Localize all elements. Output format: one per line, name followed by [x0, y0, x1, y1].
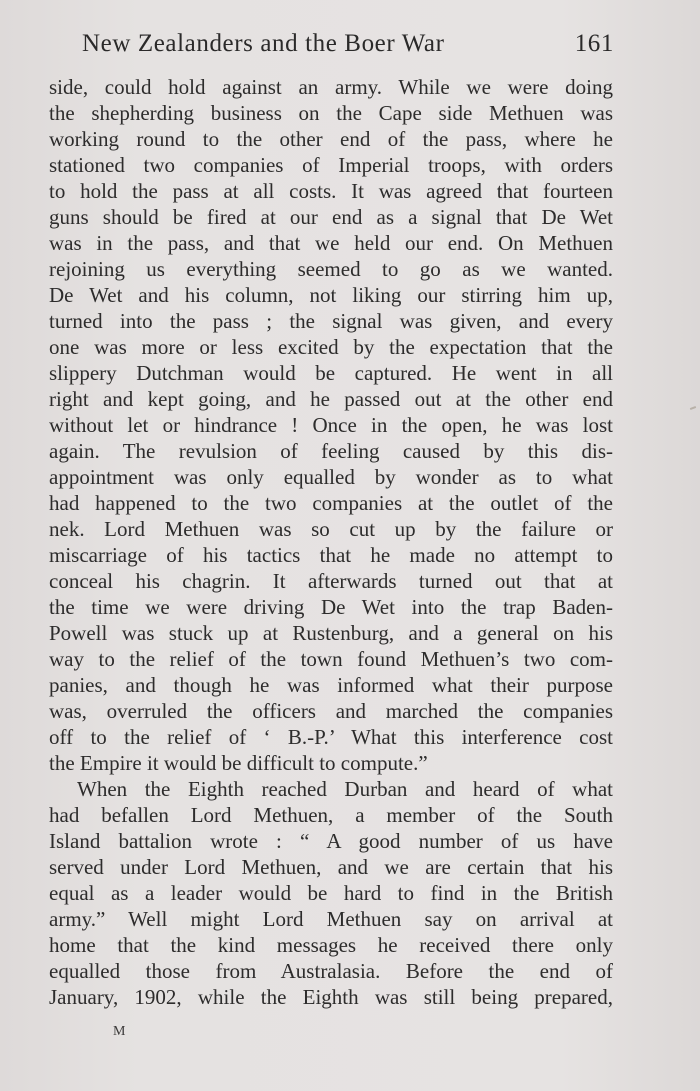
running-head: [82, 30, 614, 66]
page-number: 161: [574, 30, 614, 57]
text-line: equalled those from Australasia. Before the end of: [49, 959, 613, 983]
text-line: had happened to the two companies at the outlet of the: [49, 491, 613, 515]
text-line: was in the pass, and that we held our end. On Methuen: [49, 231, 613, 255]
text-line: home that the kind messages he received there only: [49, 933, 613, 957]
text-line: again. The revulsion of feeling caused by this dis-: [49, 439, 613, 463]
text-line: guns should be fired at our end as a signal that De Wet: [49, 205, 613, 229]
text-line: Powell was stuck up at Rustenburg, and a general on his: [49, 621, 613, 645]
text-line: stationed two companies of Imperial troops, with orders: [49, 153, 613, 177]
text-line: army.” Well might Lord Methuen say on arrival at: [49, 907, 613, 931]
text-line: without let or hindrance ! Once in the open, he was lost: [49, 413, 613, 437]
text-line: one was more or less excited by the expectation that the: [49, 335, 613, 359]
paragraph-start-line: When the Eighth reached Durban and heard of what: [77, 777, 613, 801]
text-line: miscarriage of his tactics that he made no attempt to: [49, 543, 613, 567]
text-line: off to the relief of ‘ B.-P.’ What this interference cost: [49, 725, 613, 749]
text-line: slippery Dutchman would be captured. He went in all: [49, 361, 613, 385]
running-title: New Zealanders and the Boer War: [82, 30, 445, 57]
signature-mark: M: [113, 1024, 127, 1039]
body-text: [49, 74, 613, 1010]
text-line: January, 1902, while the Eighth was still being prepared,: [49, 985, 613, 1009]
text-line: panies, and though he was informed what their purpose: [49, 673, 613, 697]
text-line: appointment was only equalled by wonder as to what: [49, 465, 613, 489]
text-line: nek. Lord Methuen was so cut up by the failure or: [49, 517, 613, 541]
text-line: working round to the other end of the pass, where he: [49, 127, 613, 151]
text-line: turned into the pass ; the signal was given, and every: [49, 309, 613, 333]
text-line: conceal his chagrin. It afterwards turned out that at: [49, 569, 613, 593]
paragraph-end-line: the Empire it would be difficult to compute.”: [49, 751, 428, 775]
text-line: served under Lord Methuen, and we are certain that his: [49, 855, 613, 879]
text-line: equal as a leader would be hard to find in the British: [49, 881, 613, 905]
text-line: Island battalion wrote : “ A good number of us have: [49, 829, 613, 853]
text-line: rejoining us everything seemed to go as we wanted.: [49, 257, 613, 281]
text-line: side, could hold against an army. While we were doing: [49, 75, 613, 99]
paper-speck: [690, 406, 696, 410]
text-line: the time we were driving De Wet into the trap Baden-: [49, 595, 613, 619]
text-line: De Wet and his column, not liking our stirring him up,: [49, 283, 613, 307]
text-line: to hold the pass at all costs. It was agreed that fourteen: [49, 179, 613, 203]
text-line: had befallen Lord Methuen, a member of the South: [49, 803, 613, 827]
text-line: was, overruled the officers and marched the companies: [49, 699, 613, 723]
text-line: right and kept going, and he passed out at the other end: [49, 387, 613, 411]
text-line: way to the relief of the town found Methuen’s two com-: [49, 647, 613, 671]
text-line: the shepherding business on the Cape side Methuen was: [49, 101, 613, 125]
